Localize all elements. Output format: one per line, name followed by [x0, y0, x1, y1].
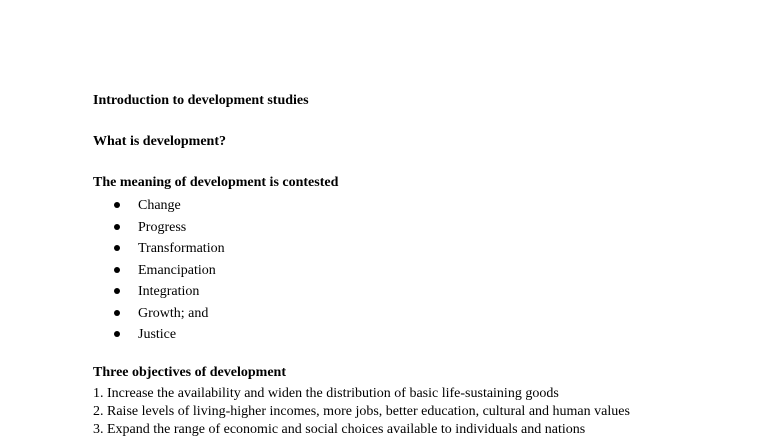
list-item-text: Change — [138, 198, 181, 213]
bullet-icon — [114, 288, 120, 294]
list-item-text: Justice — [138, 327, 177, 342]
list-item-text: Growth; and — [138, 305, 209, 321]
objectives-heading: Three objectives of development — [93, 365, 286, 380]
question-heading: What is development? — [93, 134, 226, 149]
bullet-icon — [114, 310, 120, 316]
list-item-text: Transformation — [138, 241, 225, 256]
list-item-text: Progress — [138, 219, 187, 235]
bullet-icon — [114, 202, 120, 208]
document-title: Introduction to development studies — [93, 93, 309, 108]
list-item-text: Integration — [138, 284, 200, 299]
bullet-icon — [114, 224, 120, 230]
bullet-icon — [114, 245, 120, 251]
objective-item: 1. Increase the availability and widen the distribution of basic life-sustaining goods — [93, 386, 559, 401]
objective-item: 2. Raise levels of living-higher incomes, more jobs, better education, cultural and human values — [93, 404, 630, 419]
bullet-icon — [114, 267, 120, 273]
meaning-heading: The meaning of development is contested — [93, 175, 339, 190]
list-item-text: Emancipation — [138, 262, 216, 278]
bullet-icon — [114, 331, 120, 337]
objectives-list — [93, 385, 630, 439]
objective-item: 3. Expand the range of economic and social choices available to individuals and nations — [93, 422, 586, 437]
